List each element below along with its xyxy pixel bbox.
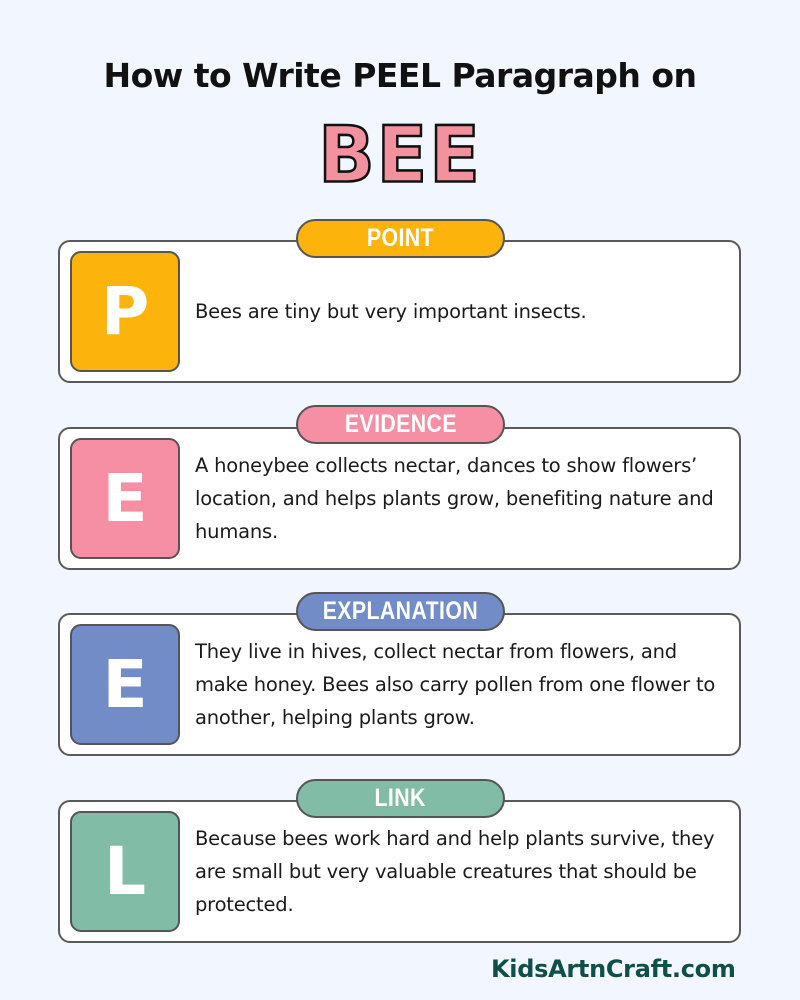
topic-heading: BEE: [318, 109, 482, 201]
brand-watermark: KidsArtnCraft.com: [491, 955, 736, 983]
section-card-link: [58, 800, 741, 943]
letter-glyph: E: [102, 460, 148, 537]
page-title: How to Write PEEL Paragraph on: [103, 56, 697, 95]
section-badge-evidence: [296, 405, 505, 444]
section-badge-label: EVIDENCE: [344, 410, 457, 438]
letter-tile-e: [70, 438, 180, 559]
letter-glyph: E: [102, 646, 148, 723]
section-text-content: A honeybee collects nectar, dances to show flowers’ location, and helps plants grow, benefiting nature and humans.: [195, 454, 714, 543]
section-text: [195, 802, 719, 941]
section-text: [195, 242, 719, 381]
section-text: [195, 429, 719, 568]
letter-tile-l: [70, 811, 180, 932]
letter-tile-p: [70, 251, 180, 372]
section-badge-label: POINT: [366, 224, 435, 252]
section-text: [195, 615, 719, 754]
section-badge-explanation: [296, 592, 505, 631]
section-card-explanation: [58, 613, 741, 756]
section-card-point: [58, 240, 741, 383]
section-text-content: Because bees work hard and help plants survive, they are small but very valuable creatures that should be protected.: [195, 827, 715, 916]
letter-glyph: L: [103, 833, 147, 910]
section-badge-label: EXPLANATION: [322, 597, 479, 625]
section-badge-label: LINK: [374, 784, 427, 812]
section-card-evidence: [58, 427, 741, 570]
section-badge-link: [296, 779, 505, 818]
section-badge-point: [296, 219, 505, 258]
section-text-content: Bees are tiny but very important insects.: [195, 300, 587, 323]
section-text-content: They live in hives, collect nectar from flowers, and make honey. Bees also carry pollen from one flower to another, helping plants grow.: [195, 640, 716, 729]
letter-tile-e: [70, 624, 180, 745]
letter-glyph: P: [100, 273, 150, 350]
